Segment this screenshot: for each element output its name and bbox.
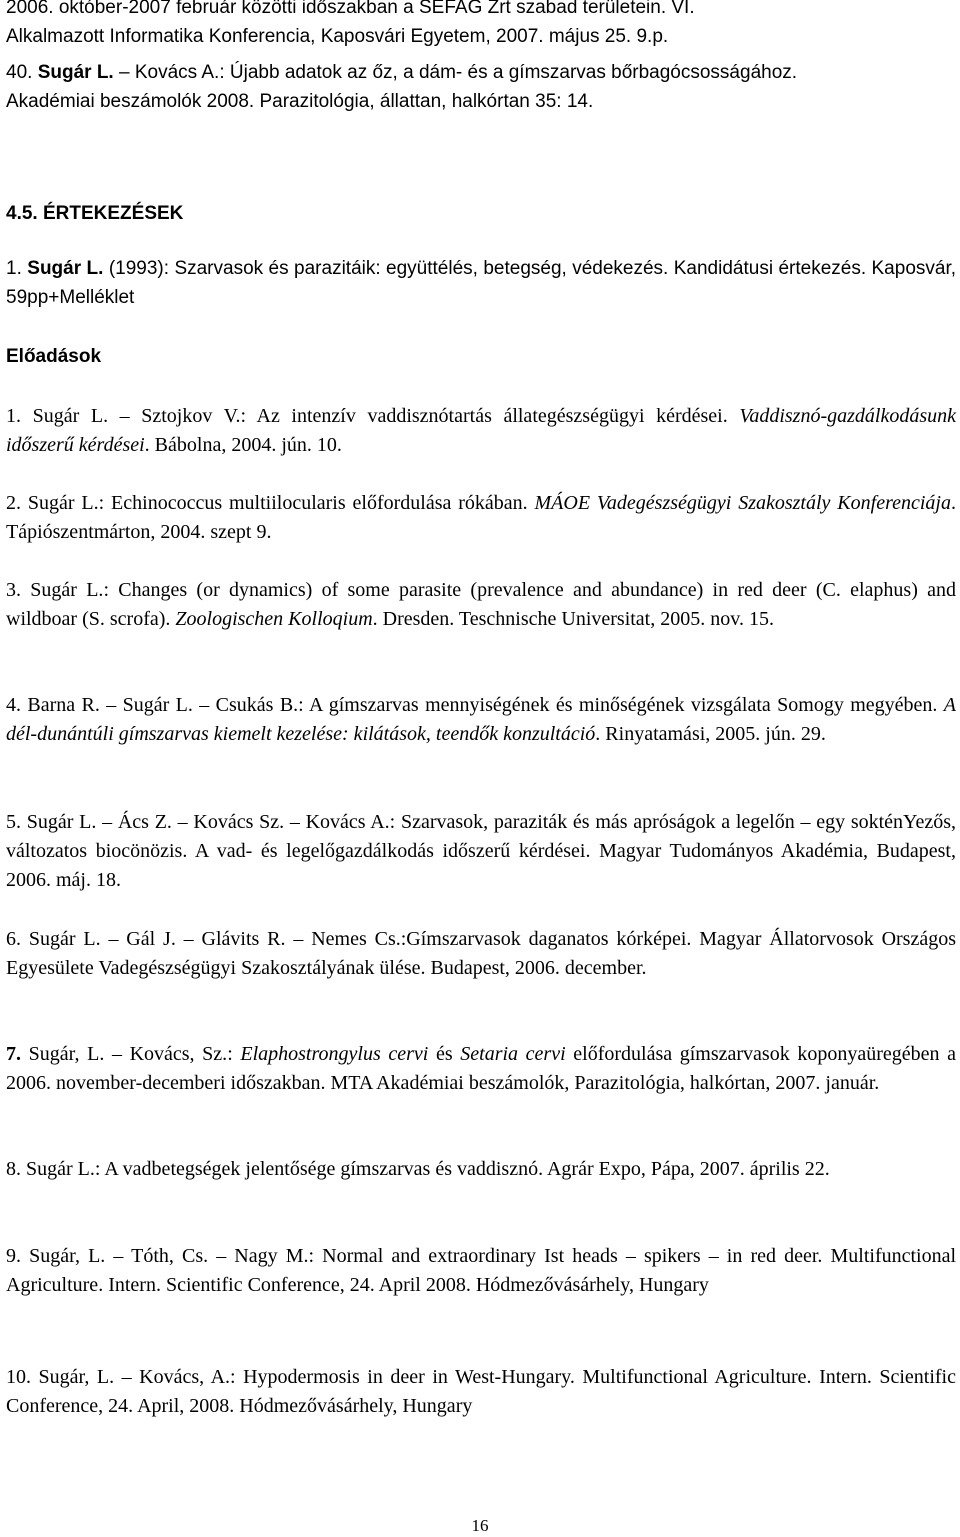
item-number: 8. <box>6 1158 26 1180</box>
item-text: :Gímszarvasok daganatos kórképei. Magyar Állatorvosok Országos Egyesülete Vadegészségügyi Szakosztályának ülése. Budapest, 2006. december. <box>6 928 957 979</box>
item-tail: . Dresden. Teschnische Universitat, 2005. nov. 15. <box>372 608 774 630</box>
item-text: : A vadbetegségek jelentősége gímszarvas és vaddisznó. Agrár Expo, Pápa, 2007. április 22. <box>94 1158 830 1180</box>
item-conjunction: és <box>428 1043 461 1065</box>
lecture-item-6 <box>6 925 956 983</box>
item-venue: MÁOE Vadegészségügyi Szakosztály Konferenciája <box>534 492 951 514</box>
item-species-2: Setaria cervi <box>460 1043 566 1065</box>
item-text: : Szarvasok, paraziták és más apróságok a legelőn – egy sokténYezős, változatos biocönözis. A vad- és legelőgazdálkodás időszerű kérdései. Magyar Tudományos Akadémia, Budapest, 2006. máj. 18. <box>6 811 957 891</box>
item-venue: A dél-dunántúli gímszarvas kiemelt kezelése: kilátások, teendők konzultáció <box>6 694 957 745</box>
lecture-item-1 <box>6 402 956 460</box>
item-text: : Normal and extraordinary Ist heads – spikers – in red deer. Multifunctional Agriculture. Intern. Scientific Conference, 24. April 2008. Hódmezővásárhely, Hungary <box>6 1245 957 1296</box>
entry-author: Sugár L. <box>37 62 114 83</box>
entry-coauthor: Kovács A. <box>134 62 220 83</box>
item-number: 10. <box>6 1366 39 1388</box>
item-authors: Sugár L. <box>27 492 99 514</box>
reference-entry-40 <box>6 58 956 116</box>
item-venue: Vaddisznó-gazdálkodásunk időszerű kérdései <box>6 405 956 456</box>
item-text: : A gímszarvas mennyiségének és minőségének vizsgálata Somogy megyében. <box>298 694 944 716</box>
item-text: (1993): Szarvasok és parazitáik: együttélés, betegség, védekezés. Kandidátusi értekezés. Kaposvár, 59pp+Melléklet <box>6 258 957 308</box>
item-tail: . Bábolna, 2004. jún. 10. <box>144 434 342 456</box>
item-tail: . Rinyatamási, 2005. jún. 29. <box>595 723 826 745</box>
item-author: Sugár L. <box>27 258 104 279</box>
item-venue: Zoologischen Kolloqium <box>175 608 373 630</box>
item-text: : Hypodermosis in deer in West-Hungary. Multifunctional Agriculture. Intern. Scientific Conference, 24. April, 2008. Hódmezővásárhely, Hungary <box>6 1366 956 1417</box>
top-fragment-line-1: 2006. október-2007 február közötti időszakban a SEFAG Zrt szabad területein. VI. <box>6 0 695 18</box>
item-number: 6. <box>6 928 29 950</box>
entry-source: Akadémiai beszámolók 2008. Parazitológia, állattan, halkórtan 35: 14. <box>6 91 594 112</box>
entry-dash: – <box>113 62 135 83</box>
item-authors: Sugár, L. – Kovács, A. <box>38 1366 231 1388</box>
item-text: : Az intenzív vaddisznótartás állategészségügyi kérdései. <box>240 405 740 427</box>
item-authors: Sugár L. – Ács Z. – Kovács Sz. – Kovács A. <box>26 811 390 833</box>
item-number: 5. <box>6 811 27 833</box>
item-number: 3. <box>6 579 31 601</box>
item-authors: Sugár L. – Sztojkov V. <box>32 405 241 427</box>
item-number: 1. <box>6 405 33 427</box>
item-tail: . Tápiószentmárton, 2004. szept 9. <box>6 492 956 543</box>
item-number: 2. <box>6 492 28 514</box>
lecture-item-4 <box>6 691 956 749</box>
lecture-item-5 <box>6 808 956 895</box>
item-authors: Barna R. – Sugár L. – Csukás B. <box>27 694 299 716</box>
section-heading-dissertations: 4.5. ÉRTEKEZÉSEK <box>6 203 184 224</box>
lecture-item-9 <box>6 1242 956 1300</box>
item-number: 1. <box>6 258 28 279</box>
item-species-1: Elaphostrongylus cervi <box>240 1043 429 1065</box>
dissertation-item-1 <box>6 254 956 312</box>
item-authors: Sugár L. – Gál J. – Glávits R. – Nemes Cs. <box>28 928 401 950</box>
item-tail: előfordulása gímszarvasok koponyaüregében a 2006. november-decemberi időszakban. MTA Akadémiai beszámolók, Parazitológia, halkórtan, 2007. január. <box>6 1043 956 1094</box>
entry-text: : Újabb adatok az őz, a dám- és a gímszarvas bőrbagócsosságához. <box>219 62 798 83</box>
item-text: : <box>227 1043 241 1065</box>
item-authors: Sugár, L. – Kovács, Sz. <box>28 1043 228 1065</box>
item-authors: Sugár L. <box>30 579 104 601</box>
top-fragment-line-2: Alkalmazott Informatika Konferencia, Kaposvári Egyetem, 2007. május 25. 9.p. <box>6 26 669 47</box>
lecture-item-10 <box>6 1363 956 1421</box>
top-fragment <box>6 0 956 51</box>
page-number: 16 <box>471 1516 489 1535</box>
section-heading-lectures: Előadások <box>6 346 102 367</box>
item-number: 9. <box>6 1245 30 1267</box>
item-text: : Echinococcus multiilocularis előfordulása rókában. <box>98 492 535 514</box>
item-number: 4. <box>6 694 28 716</box>
item-text: : Changes (or dynamics) of some parasite (prevalence and abundance) in red deer (C. elaphus) and wildboar (S. scrofa). <box>6 579 957 630</box>
item-authors: Sugár, L. – Tóth, Cs. – Nagy M. <box>29 1245 309 1267</box>
lecture-item-7 <box>6 1040 956 1098</box>
lecture-item-2 <box>6 489 956 547</box>
item-number: 7. <box>6 1043 29 1065</box>
item-authors: Sugár L. <box>26 1158 95 1180</box>
lecture-item-8 <box>6 1155 956 1184</box>
entry-number: 40. <box>6 62 38 83</box>
lecture-item-3 <box>6 576 956 634</box>
